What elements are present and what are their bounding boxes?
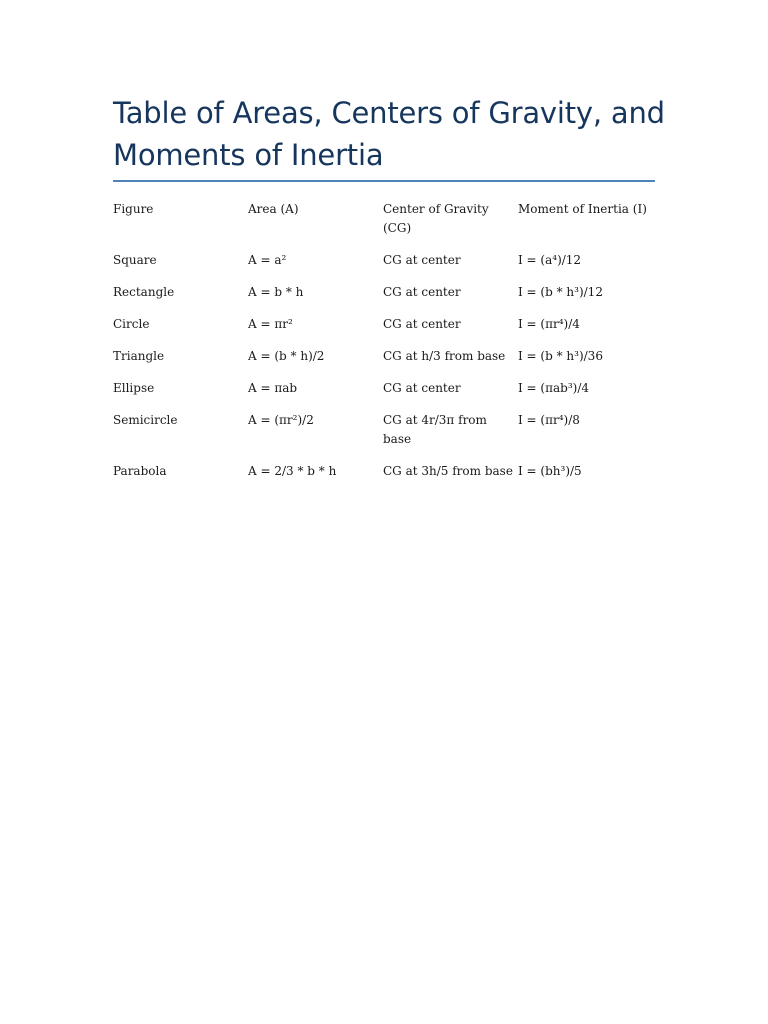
center-of-gravity-text: CG at h/3 from base bbox=[383, 349, 506, 363]
header-label: Figure bbox=[113, 202, 154, 216]
center-of-gravity-text: CG at center bbox=[383, 317, 461, 331]
figure-cell bbox=[113, 283, 248, 315]
figure-name: Parabola bbox=[113, 464, 167, 478]
moment-of-inertia-formula: I = (b * h³)/12 bbox=[518, 285, 603, 299]
center-of-gravity-cell bbox=[383, 411, 518, 462]
figure-name: Circle bbox=[113, 317, 150, 331]
figure-cell bbox=[113, 251, 248, 283]
center-of-gravity-cell bbox=[383, 347, 518, 379]
center-of-gravity-cell bbox=[383, 462, 518, 494]
center-of-gravity-cell bbox=[383, 283, 518, 315]
figure-name: Triangle bbox=[113, 349, 165, 363]
area-formula: A = (πr²)/2 bbox=[248, 413, 314, 427]
center-of-gravity-text: CG at 4r/3π from base bbox=[383, 413, 491, 446]
moment-of-inertia-formula: I = (πab³)/4 bbox=[518, 381, 589, 395]
figure-name: Rectangle bbox=[113, 285, 175, 299]
center-of-gravity-text: CG at center bbox=[383, 285, 461, 299]
figure-name: Ellipse bbox=[113, 381, 155, 395]
area-cell bbox=[248, 283, 383, 315]
table-row bbox=[113, 283, 673, 315]
center-of-gravity-cell bbox=[383, 251, 518, 283]
header-cell-figure bbox=[113, 200, 248, 251]
table-row bbox=[113, 251, 673, 283]
figure-cell bbox=[113, 462, 248, 494]
area-cell bbox=[248, 379, 383, 411]
moment-of-inertia-cell bbox=[518, 462, 673, 494]
figure-name: Semicircle bbox=[113, 413, 178, 427]
table-header-row bbox=[113, 200, 673, 251]
properties-table bbox=[113, 200, 673, 494]
header-cell-moment-of-inertia bbox=[518, 200, 673, 251]
moment-of-inertia-cell bbox=[518, 411, 673, 462]
area-cell bbox=[248, 315, 383, 347]
area-cell bbox=[248, 347, 383, 379]
figure-cell bbox=[113, 315, 248, 347]
area-formula: A = (b * h)/2 bbox=[248, 349, 325, 363]
title-underline bbox=[113, 180, 655, 182]
page-title: Table of Areas, Centers of Gravity, and Moments of Inertia bbox=[113, 96, 665, 172]
moment-of-inertia-formula: I = (bh³)/5 bbox=[518, 464, 582, 478]
table-row bbox=[113, 315, 673, 347]
header-label: Area (A) bbox=[248, 202, 299, 216]
area-formula: A = a² bbox=[248, 253, 287, 267]
header-label: Center of Gravity (CG) bbox=[383, 202, 493, 235]
moment-of-inertia-cell bbox=[518, 251, 673, 283]
area-formula: A = b * h bbox=[248, 285, 304, 299]
table-row bbox=[113, 379, 673, 411]
center-of-gravity-text: CG at center bbox=[383, 253, 461, 267]
moment-of-inertia-formula: I = (πr⁴)/8 bbox=[518, 413, 580, 427]
header-label: Moment of Inertia (I) bbox=[518, 202, 647, 216]
area-cell bbox=[248, 462, 383, 494]
figure-name: Square bbox=[113, 253, 157, 267]
table-row bbox=[113, 462, 673, 494]
area-cell bbox=[248, 251, 383, 283]
moment-of-inertia-cell bbox=[518, 315, 673, 347]
header-cell-center-of-gravity bbox=[383, 200, 518, 251]
center-of-gravity-text: CG at center bbox=[383, 381, 461, 395]
area-formula: A = 2/3 * b * h bbox=[248, 464, 337, 478]
moment-of-inertia-formula: I = (πr⁴)/4 bbox=[518, 317, 580, 331]
center-of-gravity-cell bbox=[383, 315, 518, 347]
moment-of-inertia-cell bbox=[518, 347, 673, 379]
table-row bbox=[113, 347, 673, 379]
figure-cell bbox=[113, 347, 248, 379]
moment-of-inertia-formula: I = (a⁴)/12 bbox=[518, 253, 582, 267]
area-cell bbox=[248, 411, 383, 462]
figure-cell bbox=[113, 379, 248, 411]
properties-table-body bbox=[113, 200, 673, 494]
area-formula: A = πab bbox=[248, 381, 298, 395]
figure-cell bbox=[113, 411, 248, 462]
moment-of-inertia-cell bbox=[518, 379, 673, 411]
center-of-gravity-text: CG at 3h/5 from base bbox=[383, 464, 513, 478]
header-cell-area bbox=[248, 200, 383, 251]
moment-of-inertia-formula: I = (b * h³)/36 bbox=[518, 349, 603, 363]
table-row bbox=[113, 411, 673, 462]
center-of-gravity-cell bbox=[383, 379, 518, 411]
area-formula: A = πr² bbox=[248, 317, 293, 331]
moment-of-inertia-cell bbox=[518, 283, 673, 315]
